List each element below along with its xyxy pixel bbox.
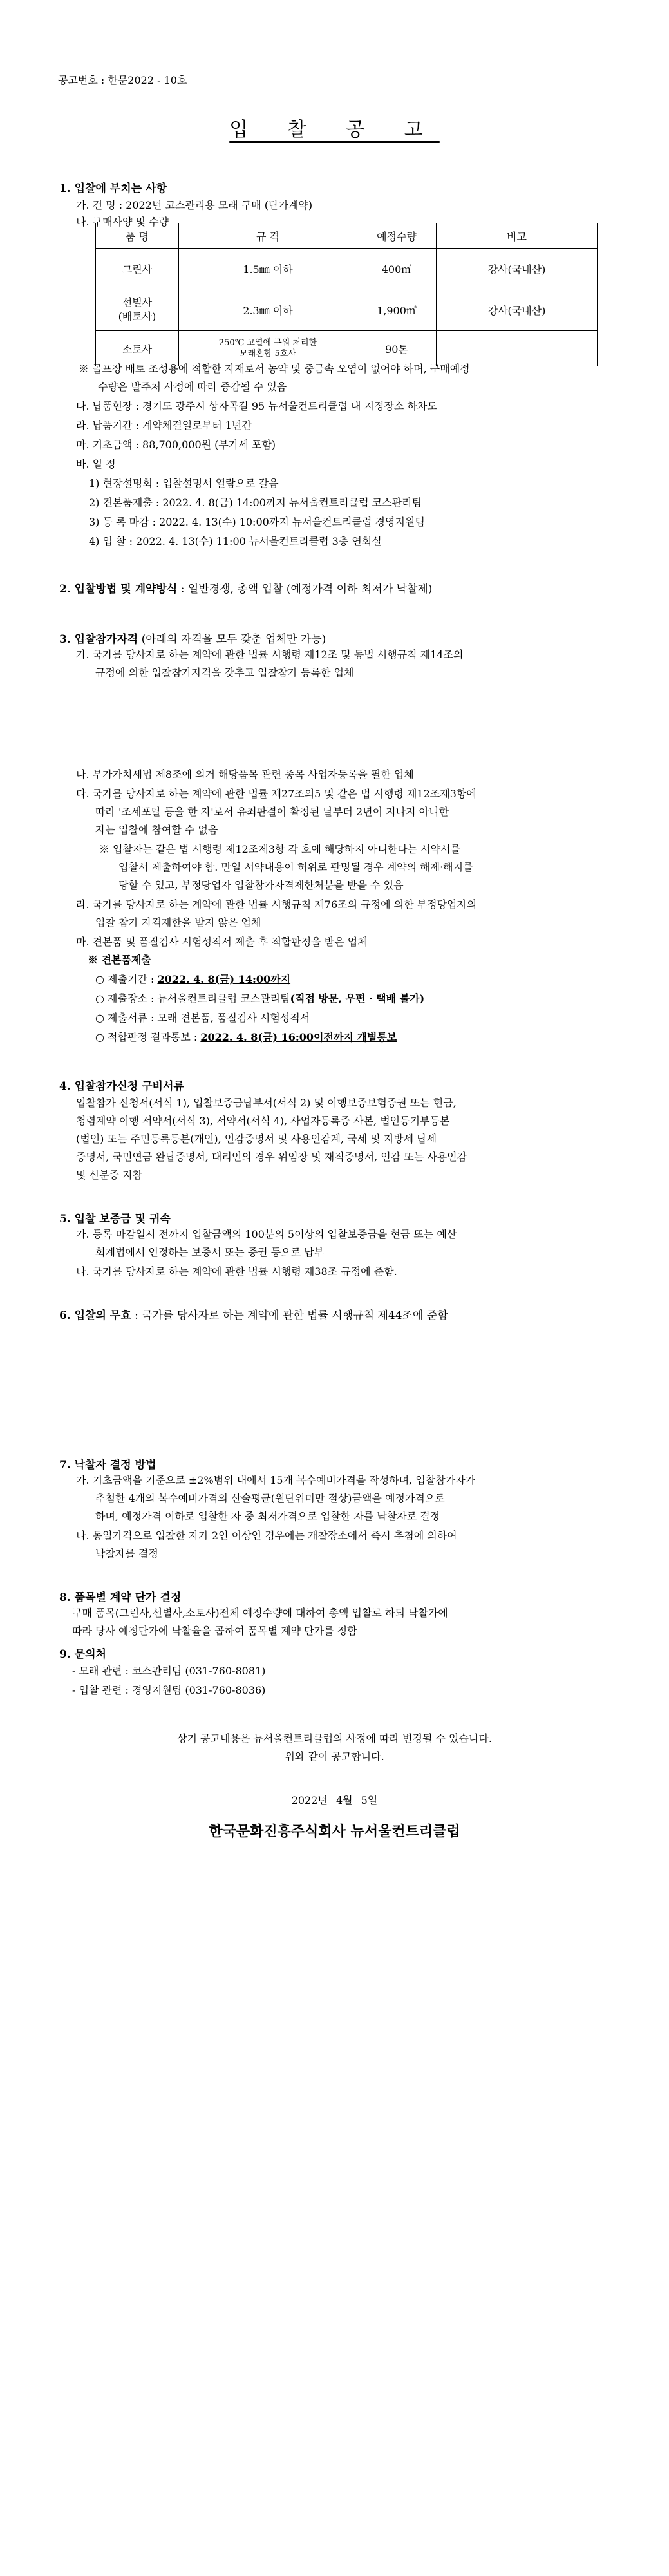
header-note: 비고 xyxy=(437,223,598,249)
section-2-heading: 2. 입찰방법 및 계약방식 xyxy=(59,583,178,596)
section-6-heading: 6. 입찰의 무효 xyxy=(59,1309,131,1322)
deposit-a: 가. 등록 마감일시 전까지 입찰금액의 100분의 5이상의 입찰보증금을 현금 또는 예산 xyxy=(76,1228,457,1240)
qualification-c: 자는 입찰에 참여할 수 없음 xyxy=(95,824,218,836)
cell-qty: 400㎥ xyxy=(357,249,437,289)
cell-spec: 2.3㎜ 이하 xyxy=(179,289,357,331)
base-amount: 마. 기초금액 : 88,700,000원 (부가세 포함) xyxy=(76,439,276,451)
header-name: 품 명 xyxy=(96,223,179,249)
section-9-heading: 9. 문의처 xyxy=(59,1648,106,1661)
header-spec: 규 격 xyxy=(179,223,357,249)
sample-docs: ○ 제출서류 : 모래 견본품, 품질검사 시험성적서 xyxy=(95,1012,310,1024)
delivery-period: 라. 납품기간 : 계약체결일로부터 1년간 xyxy=(76,419,252,431)
delivery-site: 다. 납품현장 : 경기도 광주시 상자곡길 95 뉴서울컨트리클럽 내 지정장소 하차도 xyxy=(76,400,437,412)
section-4-heading: 4. 입찰참가신청 구비서류 xyxy=(59,1080,184,1093)
cell-note: 강사(국내산) xyxy=(437,249,598,289)
section-6 xyxy=(59,1306,448,1322)
required-docs: 및 신분증 지참 xyxy=(76,1169,142,1181)
item-spec-heading: 나. 구매사양 및 수량 xyxy=(76,216,169,228)
sample-title: ※ 견본품제출 xyxy=(88,954,151,966)
contact-bid: - 입찰 관련 : 경영지원팀 (031-760-8036) xyxy=(72,1684,266,1696)
schedule-heading: 바. 일 정 xyxy=(76,458,116,470)
section-6-text: : 국가를 당사자로 하는 계약에 관한 법률 시행규칙 제44조에 준함 xyxy=(131,1309,448,1322)
footer-note: 위와 같이 공고합니다. xyxy=(285,1750,384,1763)
spec-table xyxy=(95,223,598,366)
deposit-a: 회계법에서 인정하는 보증서 또는 증권 등으로 납부 xyxy=(95,1246,325,1258)
qualification-a: 규정에 의한 입찰참가자격을 갖추고 입찰참가 등록한 업체 xyxy=(95,667,354,679)
qualification-d: 입찰 참가 자격제한을 받지 않은 업체 xyxy=(95,916,261,929)
unit-price: 구매 품목(그린사,선별사,소토사)전체 예정수량에 대하여 총액 입찰로 하되 낙찰가에 xyxy=(72,1607,448,1619)
sample-period xyxy=(95,972,290,987)
sample-place xyxy=(95,992,424,1006)
qualification-c-note: 당할 수 있고, 부정당업자 입찰참가자격제한처분을 받을 수 있음 xyxy=(118,879,404,891)
required-docs: 청렴계약 이행 서약서(서식 3), 서약서(서식 4), 사업자등록증 사본, 법인등기부등본 xyxy=(76,1115,450,1127)
award-a: 추첨한 4개의 복수예비가격의 산술평균(원단위미만 절상)금액을 예정가격으로 xyxy=(95,1492,445,1504)
notice-date: 2022년 4월 5일 xyxy=(291,1794,378,1806)
schedule-item: 4) 입 찰 : 2022. 4. 13(수) 11:00 뉴서울컨트리클럽 3층 연회실 xyxy=(89,535,382,547)
section-3-note: (아래의 자격을 모두 갖춘 업체만 가능) xyxy=(138,633,326,646)
qualification-c: 따라 '조세포탈 등을 한 자'로서 유죄판결이 확정된 날부터 2년이 지나지 아니한 xyxy=(95,806,449,818)
section-2 xyxy=(59,580,432,596)
qualification-c-note: ※ 입찰자는 같은 법 시행령 제12조제3항 각 호에 해당하지 아니한다는 서약서를 xyxy=(99,843,461,855)
qualification-d: 라. 국가를 당사자로 하는 계약에 관한 법률 시행규칙 제76조의 규정에 의한 부정당업자의 xyxy=(76,898,477,911)
section-3 xyxy=(59,630,326,646)
cell-name: 선별사 (배토사) xyxy=(96,289,179,331)
section-5-heading: 5. 입찰 보증금 및 귀속 xyxy=(59,1213,171,1226)
sample-period-label: ○ 제출기간 : xyxy=(95,973,158,985)
unit-price: 따라 당사 예정단가에 낙찰율을 곱하여 품목별 계약 단가를 정함 xyxy=(72,1625,357,1637)
qualification-c: 다. 국가를 당사자로 하는 계약에 관한 법률 제27조의5 및 같은 법 시행령 제12조제3항에 xyxy=(76,788,476,800)
footer-note: 상기 공고내용은 뉴서울컨트리클럽의 사정에 따라 변경될 수 있습니다. xyxy=(177,1732,492,1745)
qualification-a: 가. 국가를 당사자로 하는 계약에 관한 법률 시행령 제12조 및 동법 시행규칙 제14조의 xyxy=(76,649,464,661)
sample-result-label: ○ 적합판정 결과통보 : xyxy=(95,1031,201,1043)
required-docs: 입찰참가 신청서(서식 1), 입찰보증금납부서(서식 2) 및 이행보증보험증권 또는 현금, xyxy=(76,1097,457,1109)
sample-place-bold: (직접 방문, 우편 · 택배 불가) xyxy=(290,992,425,1005)
table-row xyxy=(96,249,598,289)
cell-spec: 250℃ 고열에 구워 처리한 모래혼합 5호사 xyxy=(179,331,357,366)
award-b: 나. 동일가격으로 입찰한 자가 2인 이상인 경우에는 개찰장소에서 즉시 추첨에 의하여 xyxy=(76,1530,457,1542)
cell-note xyxy=(437,331,598,366)
cell-qty: 1,900㎥ xyxy=(357,289,437,331)
note-line: 수량은 발주처 사정에 따라 증감될 수 있음 xyxy=(98,381,287,393)
sample-place-label: ○ 제출장소 : 뉴서울컨트리클럽 코스관리팀 xyxy=(95,992,290,1005)
table-row xyxy=(96,331,598,366)
table-header-row xyxy=(96,223,598,249)
sample-period-value: 2022. 4. 8(금) 14:00까지 xyxy=(157,973,291,985)
award-b: 낙찰자를 결정 xyxy=(95,1548,158,1560)
qualification-e: 마. 견본품 및 품질검사 시험성적서 제출 후 적합판정을 받은 업체 xyxy=(76,936,368,948)
cell-spec: 1.5㎜ 이하 xyxy=(179,249,357,289)
company-name: 한국문화진흥주식회사 뉴서울컨트리클럽 xyxy=(209,1823,460,1840)
note-line: ※ 골프장 배토 조성용에 적합한 자재로서 농약 및 중금속 오염이 없어야 하며, 구매예정 xyxy=(79,363,470,375)
contact-sand: - 모래 관련 : 코스관리팀 (031-760-8081) xyxy=(72,1665,266,1677)
award-a: 하며, 예정가격 이하로 입찰한 자 중 최저가격으로 입찰한 자를 낙찰자로 결정 xyxy=(95,1510,440,1522)
section-1-heading: 1. 입찰에 부치는 사항 xyxy=(59,182,167,195)
qualification-b: 나. 부가가치세법 제8조에 의거 해당품목 관련 종목 사업자등록을 필한 업체 xyxy=(76,768,414,781)
cell-qty: 90톤 xyxy=(357,331,437,366)
schedule-item: 1) 현장설명회 : 입찰설명서 열람으로 갈음 xyxy=(89,477,279,489)
required-docs: (법인) 또는 주민등록등본(개인), 인감증명서 및 사용인감계, 국세 및 지방세 납세 xyxy=(76,1133,437,1145)
sample-result xyxy=(95,1030,397,1045)
page-title: 입 찰 공 고 xyxy=(229,118,440,141)
sample-result-value: 2022. 4. 8(금) 16:00이전까지 개별통보 xyxy=(200,1031,397,1043)
section-3-heading: 3. 입찰참가자격 xyxy=(59,633,138,646)
deposit-b: 나. 국가를 당사자로 하는 계약에 관한 법률 시행령 제38조 규정에 준함. xyxy=(76,1265,397,1278)
award-a: 가. 기초금액을 기준으로 ±2%범위 내에서 15개 복수예비가격을 작성하며, 입찰참가자가 xyxy=(76,1474,476,1486)
qualification-c-note: 입찰서 제출하여야 함. 만일 서약내용이 허위로 판명될 경우 계약의 해제·해지를 xyxy=(118,861,473,873)
section-8-heading: 8. 품목별 계약 단가 결정 xyxy=(59,1591,182,1604)
cell-name: 소토사 xyxy=(96,331,179,366)
required-docs: 증명서, 국민연금 완납증명서, 대리인의 경우 위임장 및 재직증명서, 인감 또는 사용인감 xyxy=(76,1151,467,1163)
cell-note: 강사(국내산) xyxy=(437,289,598,331)
cell-name: 그린사 xyxy=(96,249,179,289)
section-7-heading: 7. 낙찰자 결정 방법 xyxy=(59,1459,156,1472)
section-2-text: : 일반경쟁, 총액 입찰 (예정가격 이하 최저가 낙찰제) xyxy=(177,583,433,596)
item-name: 가. 건 명 : 2022년 코스관리용 모래 구매 (단가계약) xyxy=(76,199,313,211)
header-qty: 예정수량 xyxy=(357,223,437,249)
schedule-item: 3) 등 록 마감 : 2022. 4. 13(수) 10:00까지 뉴서울컨트리클럽 경영지원팀 xyxy=(89,516,425,528)
notice-number: 공고번호 : 한문2022 - 10호 xyxy=(58,74,187,86)
table-row xyxy=(96,289,598,331)
schedule-item: 2) 견본품제출 : 2022. 4. 8(금) 14:00까지 뉴서울컨트리클럽 코스관리팀 xyxy=(89,497,422,509)
